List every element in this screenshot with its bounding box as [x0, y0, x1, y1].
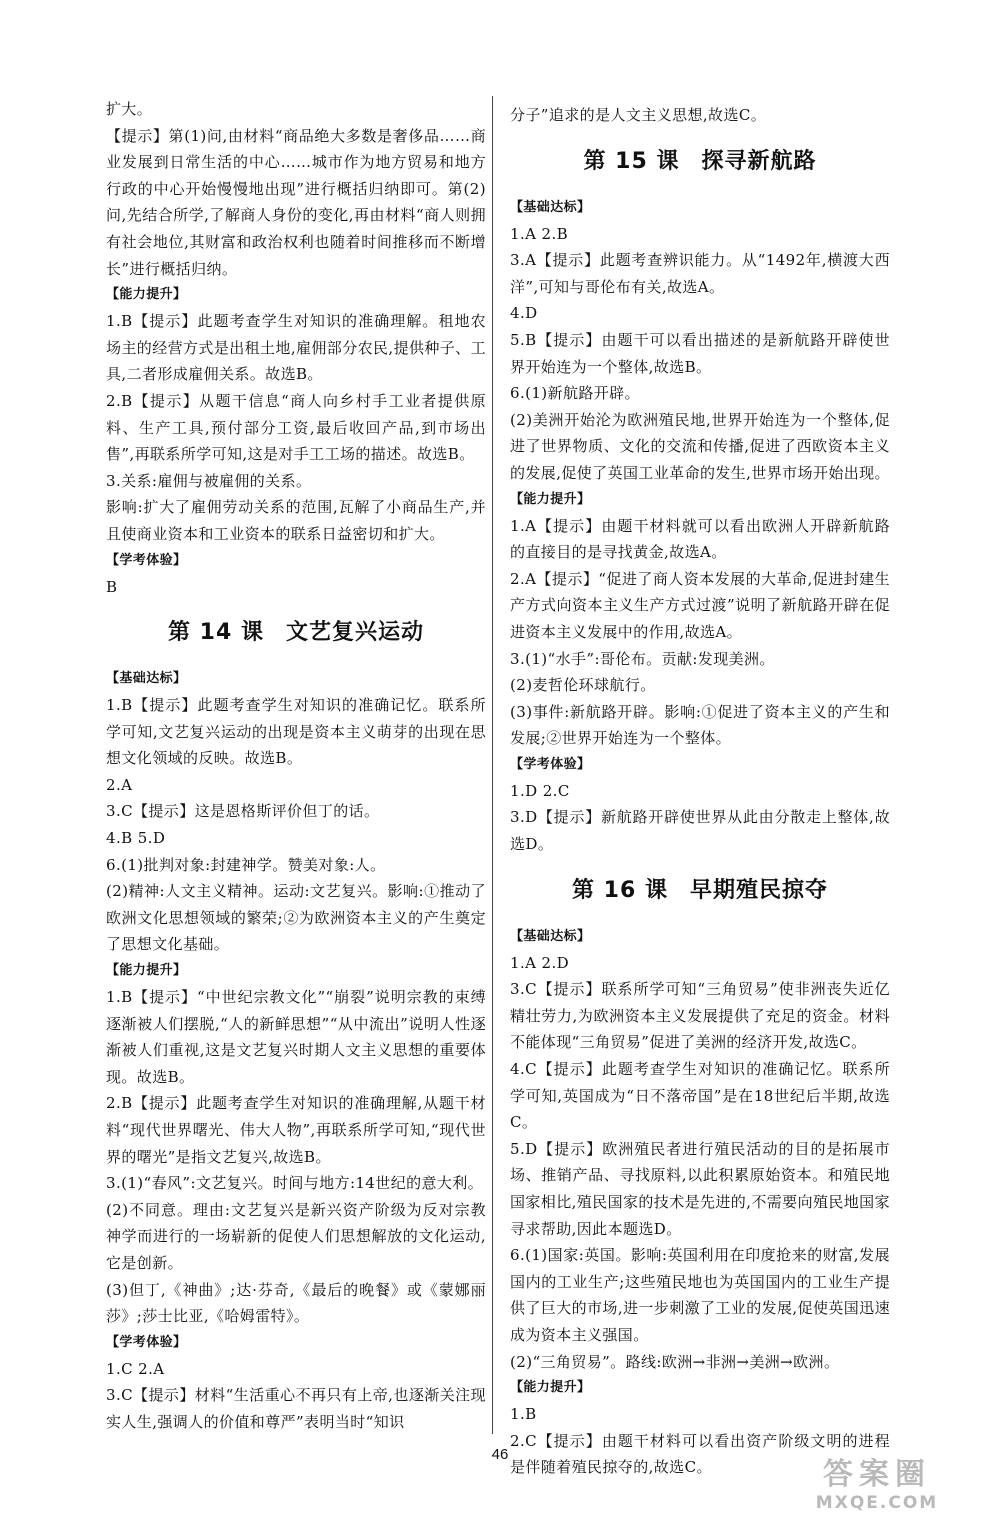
answer-paragraph: (2)精神:人文主义精神。运动:文艺复兴。影响:①推动了欧洲文化思想领域的繁荣;②为欧洲资本主义的产生奠定了思想文化基础。: [106, 882, 486, 954]
answer-paragraph: (2)麦哲伦环球航行。: [510, 676, 656, 695]
section-label: 【基础达标】: [106, 671, 187, 687]
section-label: 【能力提升】: [510, 1380, 591, 1396]
section-label: 【学考体验】: [106, 552, 187, 568]
section-label: 【能力提升】: [106, 963, 187, 979]
answer-paragraph: 2.A: [106, 775, 133, 794]
right-column: [510, 102, 890, 1481]
answer-paragraph: 3.(1)“水手”:哥伦布。贡献:发现美洲。: [510, 649, 775, 668]
section-label: 【基础达标】: [510, 199, 591, 215]
section-label: 【能力提升】: [510, 491, 591, 507]
answer-paragraph: 6.(1)新航路开辟。: [510, 384, 640, 403]
left-column: [106, 96, 486, 1436]
lesson-heading: [510, 147, 890, 177]
lesson-title: 文艺复兴运动: [285, 620, 424, 646]
answer-paragraph: 3.A【提示】此题考查辨识能力。从“1492年,横渡大西洋”,可知与哥伦布有关,故选A。: [510, 251, 890, 296]
answer-paragraph: 4.C【提示】此题考查学生对知识的准确记忆。联系所学可知,英国成为“日不落帝国”是在18世纪后半期,故选C。: [510, 1060, 890, 1132]
answer-paragraph: (3)但丁,《神曲》;达·芬奇,《最后的晚餐》或《蒙娜丽莎》;莎士比亚,《哈姆雷特》。: [106, 1280, 486, 1326]
page-number: 46: [491, 1446, 509, 1463]
answer-paragraph: (3)事件:新航路开辟。影响:①促进了资本主义的产生和发展;②世界开始连为一个整体。: [510, 702, 890, 748]
lesson-heading: [510, 876, 890, 906]
answer-paragraph: 5.B【提示】由题干可以看出描述的是新航路开辟使世界开始连为一个整体,故选B。: [510, 330, 890, 376]
answer-paragraph: 1.B: [510, 1405, 537, 1424]
answer-paragraph: 6.(1)国家:英国。影响:英国利用在印度抢来的财富,发展国内的工业生产;这些殖民地也为英国国内的工业生产提供了巨大的市场,进一步刺激了工业的发展,促使英国迅速成为资本主义强国。: [510, 1246, 890, 1344]
watermark-top: 答案圈: [823, 1457, 931, 1492]
section-label: 【学考体验】: [106, 1334, 187, 1350]
lesson-number: 第 14 课: [168, 620, 264, 646]
answer-paragraph: (2)不同意。理由:文艺复兴是新兴资产阶级为反对宗教神学而进行的一场崭新的促使人们思想解放的文化运动,它是创新。: [106, 1200, 486, 1272]
answer-paragraph: 1.B【提示】此题考查学生对知识的准确记忆。联系所学可知,文艺复兴运动的出现是资本主义萌芽的出现在思想文化领域的反映。故选B。: [106, 696, 486, 768]
answer-paragraph: 1.B【提示】此题考查学生对知识的准确理解。租地农场主的经营方式是出租土地,雇佣部分农民,提供种子、工具,二者形成雇佣关系。故选B。: [106, 312, 486, 384]
lesson-title: 早期殖民掠夺: [689, 877, 828, 903]
answer-paragraph: (2)“三角贸易”。路线:欧洲→非洲→美洲→欧洲。: [510, 1352, 840, 1371]
section-label: 【学考体验】: [510, 756, 591, 772]
answer-paragraph: 4.D: [510, 304, 538, 323]
watermark-bottom: MXQE.COM: [815, 1493, 939, 1513]
lesson-title: 探寻新航路: [701, 148, 817, 174]
answer-paragraph: 1.A 2.B: [510, 224, 569, 243]
answer-paragraph: 扩大。: [106, 100, 153, 118]
answer-paragraph: 3.D【提示】新航路开辟使世界从此由分散走上整体,故选D。: [510, 808, 890, 854]
answer-paragraph: 3.C【提示】联系所学可知“三角贸易”使非洲丧失近亿精壮劳力,为欧洲资本主义发展提供了充足的资金。材料不能体现“三角贸易”促进了美洲的经济开发,故选C。: [510, 980, 890, 1052]
lesson-number: 第 15 课: [583, 148, 680, 174]
answer-paragraph: 6.(1)批判对象:封建神学。赞美对象:人。: [106, 855, 386, 874]
section-label: 【基础达标】: [510, 928, 591, 944]
answer-paragraph: 4.B 5.D: [106, 829, 166, 848]
answer-paragraph: 分子”追求的是人文主义思想,故选C。: [510, 106, 767, 124]
answer-paragraph: B: [106, 577, 118, 596]
answer-paragraph: 3.C【提示】这是恩格斯评价但丁的话。: [106, 802, 380, 821]
answer-paragraph: 影响:扩大了雇佣劳动关系的范围,瓦解了小商品生产,并且使商业资本和工业资本的联系日益密切和扩大。: [106, 498, 486, 543]
answer-paragraph: 2.A【提示】“促进了商人资本发展的大革命,促进封建生产方式向资本主义生产方式过渡”说明了新航路开辟在促进资本主义发展中的作用,故选A。: [510, 569, 890, 641]
lesson-heading: [106, 618, 486, 648]
answer-paragraph: 1.D 2.C: [510, 781, 570, 800]
answer-paragraph: 1.C 2.A: [106, 1359, 165, 1378]
answer-paragraph: 【提示】第(1)问,由材料“商品绝大多数是奢侈品……商业发展到日常生活的中心……城市作为地方贸易和地方行政的中心开始慢慢地出现”进行概括归纳即可。第(2)问,先结合所学,了解商人身份的变化,再由材料“商人则拥有社会地位,其财富和政治权利也随着时间推移而不断增长”进行概括归纳。: [106, 126, 486, 278]
answer-paragraph: 1.A【提示】由题干材料就可以看出欧洲人开辟新航路的直接目的是寻找黄金,故选A。: [510, 516, 890, 562]
answer-paragraph: 3.关系:雇佣与被雇佣的关系。: [106, 471, 312, 490]
answer-paragraph: 1.B【提示】“中世纪宗教文化”“崩裂”说明宗教的束缚逐渐被人们摆脱,“人的新鲜思想”“从中流出”说明人性逐渐被人们重视,这是文艺复兴时期人文主义思想的重要体现。故选B。: [106, 988, 486, 1086]
column-divider: [492, 96, 493, 1434]
answer-paragraph: 2.B【提示】从题干信息“商人向乡村手工业者提供原料、生产工具,预付部分工资,最后收回产品,到市场出售”,再联系所学可知,这是对手工工场的描述。故选B。: [106, 391, 486, 464]
section-label: 【能力提升】: [106, 287, 187, 303]
answer-paragraph: (2)美洲开始沦为欧洲殖民地,世界开始连为一个整体,促进了世界物质、文化的交流和传播,促进了西欧资本主义的发展,促使了英国工业革命的发生,世界市场开始出现。: [510, 410, 890, 482]
answer-paragraph: 2.B【提示】此题考查学生对知识的准确理解,从题干材料“现代世界曙光、伟大人物”,再联系所学可知,“现代世界的曙光”是指文艺复兴,故选B。: [106, 1094, 486, 1166]
lesson-number: 第 16 课: [572, 877, 668, 903]
watermark-logo: [772, 1458, 982, 1518]
answer-paragraph: 5.D【提示】欧洲殖民者进行殖民活动的目的是拓展市场、推销产品、寻找原料,以此积累原始资本。和殖民地国家相比,殖民国家的技术是先进的,不需要向殖民地国家寻求帮助,因此本题选D。: [510, 1139, 890, 1238]
answer-paragraph: 3.C【提示】材料“生活重心不再只有上帝,也逐渐关注现实人生,强调人的价值和尊严”表明当时“知识: [106, 1386, 486, 1431]
answer-paragraph: 2.C【提示】由题干材料可以看出资产阶级文明的进程是伴随着殖民掠夺的,故选C。: [510, 1431, 890, 1477]
answer-paragraph: 1.A 2.D: [510, 953, 570, 972]
answer-paragraph: 3.(1)“春风”:文艺复兴。时间与地方:14世纪的意大利。: [106, 1174, 484, 1193]
